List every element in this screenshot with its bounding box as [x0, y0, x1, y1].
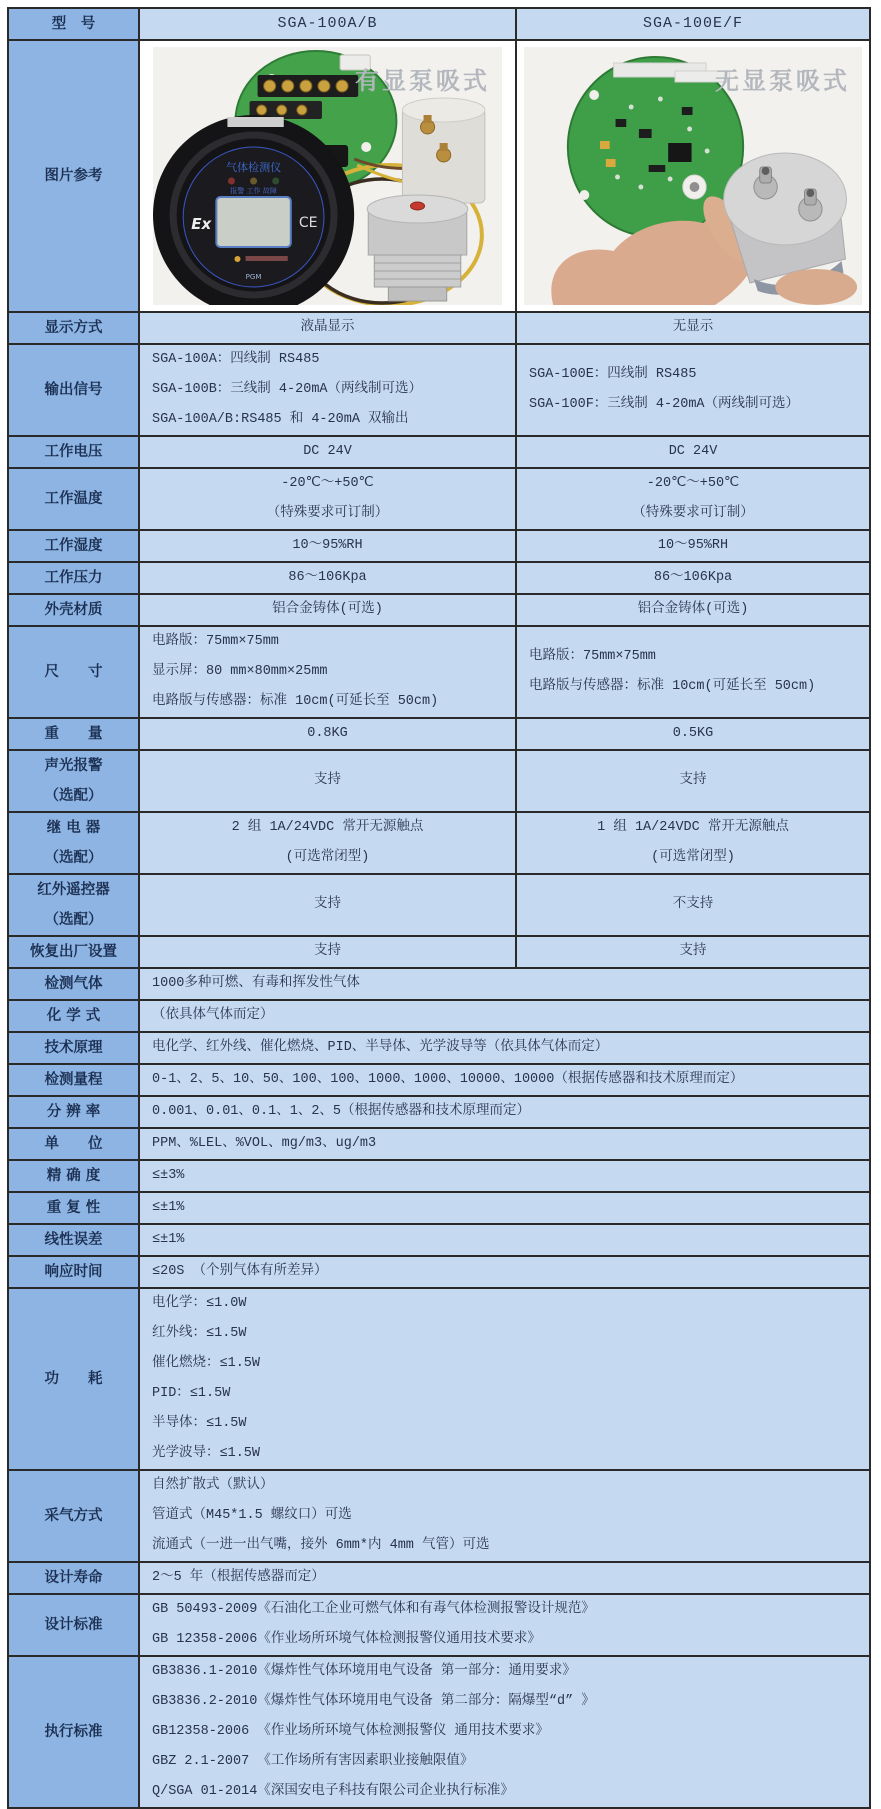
- watermark-right: 无显泵吸式: [715, 67, 850, 95]
- table-row: [8, 312, 870, 344]
- spec-value-cell: [139, 344, 516, 436]
- row-label-text: （选配）: [44, 788, 103, 804]
- row-label-text: 化 学 式: [46, 1008, 101, 1024]
- table-row: [8, 626, 870, 718]
- spec-value-text: SGA-100A：四线制 RS485: [152, 352, 320, 367]
- spec-value-cell: [516, 594, 870, 626]
- spec-value-text: SGA-100B：三线制 4-20mA（两线制可选）: [152, 382, 423, 397]
- terminal-screw: [297, 105, 307, 115]
- row-label-text: 恢复出厂设置: [30, 944, 117, 960]
- model-row-label: [8, 8, 139, 40]
- spec-value-text: 2 组 1A/24VDC 常开无源触点: [231, 820, 424, 835]
- row-label: [8, 468, 139, 530]
- table-row: [8, 1192, 870, 1224]
- ic-chip: [668, 143, 691, 162]
- pcb-hole: [589, 90, 599, 100]
- spec-value-cell: [139, 626, 516, 718]
- spec-value-text: 电化学：≤1.0W: [152, 1296, 247, 1311]
- spec-value-text: 无显示: [672, 320, 714, 335]
- ic-chip: [682, 107, 693, 115]
- spec-value-text: GB3836.1-2010《爆炸性气体环境用电气设备 第一部分：通用要求》: [152, 1664, 576, 1679]
- spec-value-cell: [139, 1000, 870, 1032]
- row-label-text: 采气方式: [44, 1508, 103, 1524]
- spec-value-text: 1 组 1A/24VDC 常开无源触点: [597, 820, 789, 835]
- spec-value-text: 0-1、2、5、10、50、100、100、1000、1000、10000、10000（根据传感器和技术原理而定）: [152, 1072, 744, 1087]
- table-row: [8, 1656, 870, 1808]
- spec-value-cell: [516, 312, 870, 344]
- spec-value-text: SGA-100A/B:RS485 和 4-20mA 双输出: [152, 412, 409, 427]
- model-a-header: [139, 8, 516, 40]
- row-label-text: 重 量: [44, 726, 103, 742]
- row-label: [8, 626, 139, 718]
- photo-cell-right: [516, 40, 870, 312]
- spec-value-text: 支持: [314, 773, 341, 788]
- row-label-text: 继 电 器: [46, 820, 101, 836]
- table-row: [8, 1160, 870, 1192]
- sensor-face: [724, 153, 847, 245]
- spec-value-text: -20℃～+50℃: [281, 476, 374, 491]
- row-label-text: 单 位: [44, 1136, 103, 1152]
- row-label: [8, 344, 139, 436]
- table-row: [8, 1470, 870, 1562]
- row-label: [8, 1128, 139, 1160]
- spec-value-cell: [516, 562, 870, 594]
- logo-dot: [234, 256, 240, 262]
- spec-value-text: 86～106Kpa: [653, 570, 733, 585]
- spec-value-cell: [139, 1288, 870, 1470]
- spec-value-text: 管道式（M45*1.5 螺纹口）可选: [152, 1508, 352, 1523]
- lcd-screen: [216, 197, 290, 247]
- spec-value-text: GBZ 2.1-2007 《工作场所有害因素职业接触限值》: [152, 1754, 474, 1769]
- row-label: [8, 1000, 139, 1032]
- photo-label-text: 图片参考: [44, 168, 103, 184]
- spec-value-text: 铝合金铸体(可选): [272, 602, 383, 617]
- solder-pad: [687, 127, 692, 132]
- spec-value-text: 液晶显示: [300, 320, 355, 335]
- spec-value-cell: [139, 1224, 870, 1256]
- spec-value-text: （特殊要求可订制）: [632, 506, 754, 521]
- row-label-text: 工作压力: [44, 570, 103, 586]
- spec-value-cell: [139, 1128, 870, 1160]
- row-label-text: 线性误差: [44, 1232, 103, 1248]
- row-label-text: 红外遥控器: [37, 882, 110, 898]
- spec-value-text: ≤±3%: [152, 1168, 185, 1183]
- table-row: [8, 936, 870, 968]
- spec-value-text: 流通式（一进一出气嘴，接外 6mm*内 4mm 气管）可选: [152, 1538, 490, 1553]
- canister-top: [402, 98, 484, 122]
- spec-value-text: 支持: [679, 944, 707, 959]
- row-label: [8, 436, 139, 468]
- solder-pad: [658, 97, 663, 102]
- spec-value-cell: [516, 344, 870, 436]
- row-label-text: 设计寿命: [44, 1570, 103, 1586]
- spec-value-cell: [139, 750, 516, 812]
- spec-value-cell: [139, 1562, 870, 1594]
- row-label-text: 重 复 性: [46, 1200, 101, 1216]
- spec-value-cell: [139, 1192, 870, 1224]
- spec-value-text: DC 24V: [668, 444, 718, 459]
- spec-value-text: ≤±1%: [152, 1232, 185, 1247]
- spec-value-cell: [139, 812, 516, 874]
- solder-pad: [615, 175, 620, 180]
- spec-value-text: 0.5KG: [672, 726, 714, 741]
- led-work: [250, 178, 257, 185]
- row-label: [8, 718, 139, 750]
- spec-value-cell: [139, 436, 516, 468]
- table-row: [8, 968, 870, 1000]
- row-label: [8, 812, 139, 874]
- led-alarm: [228, 178, 235, 185]
- table-row: [8, 562, 870, 594]
- spec-value-cell: [516, 718, 870, 750]
- spec-value-text: 催化燃烧：≤1.5W: [152, 1356, 261, 1371]
- row-label: [8, 1656, 139, 1808]
- spec-value-text: 0.8KG: [307, 726, 348, 741]
- spec-value-text: 支持: [679, 773, 707, 788]
- table-row: [8, 1256, 870, 1288]
- row-label-text: 响应时间: [44, 1264, 103, 1280]
- spec-value-text: 红外线：≤1.5W: [152, 1326, 247, 1341]
- spec-value-text: 支持: [314, 897, 341, 912]
- pcb-hole: [361, 142, 371, 152]
- row-label-text: 分 辨 率: [46, 1104, 101, 1120]
- spec-value-text: 86～106Kpa: [288, 570, 367, 585]
- row-label: [8, 1192, 139, 1224]
- row-label-text: 尺 寸: [44, 664, 103, 680]
- row-label-text: 声光报警: [44, 758, 103, 774]
- table-row: [8, 468, 870, 530]
- spec-value-text: 光学波导：≤1.5W: [152, 1446, 261, 1461]
- watermark-left: 有显泵吸式: [355, 67, 490, 95]
- model-b-header: [516, 8, 870, 40]
- photo-cell-left: [139, 40, 516, 312]
- table-row: [8, 530, 870, 562]
- sensor-base: [388, 287, 446, 301]
- row-label: [8, 874, 139, 936]
- photo-row-label: [8, 40, 139, 312]
- spec-value-cell: [139, 1064, 870, 1096]
- spec-value-cell: [139, 594, 516, 626]
- slogan-blur: [246, 256, 288, 261]
- row-label-text: 工作温度: [44, 491, 103, 507]
- spec-value-text: -20℃～+50℃: [646, 476, 740, 491]
- row-label: [8, 1470, 139, 1562]
- row-label: [8, 1288, 139, 1470]
- red-indicator: [410, 202, 424, 210]
- spec-value-cell: [139, 1470, 870, 1562]
- table-row: [8, 812, 870, 874]
- solder-pad: [705, 149, 710, 154]
- table-row: [8, 594, 870, 626]
- row-label: [8, 1096, 139, 1128]
- row-label: [8, 1562, 139, 1594]
- yellow-component: [600, 141, 610, 149]
- spec-value-text: 1000多种可燃、有毒和挥发性气体: [152, 976, 360, 991]
- row-label: [8, 1032, 139, 1064]
- row-label-text: 输出信号: [44, 382, 103, 398]
- spec-value-text: 半导体：≤1.5W: [152, 1416, 247, 1431]
- led-fault: [272, 178, 279, 185]
- row-label: [8, 1224, 139, 1256]
- row-label: [8, 594, 139, 626]
- terminal-screw: [264, 80, 276, 92]
- row-label-text: （选配）: [44, 850, 103, 866]
- spec-value-text: 显示屏：80 mm×80mm×25mm: [152, 664, 328, 679]
- spec-value-text: 电路版与传感器：标准 10cm(可延长至 50cm): [529, 679, 816, 694]
- spec-value-text: (可选常闭型): [285, 850, 370, 865]
- detector-top-label: [227, 117, 283, 127]
- spec-value-cell: [139, 1656, 870, 1808]
- detector-title-text: 气体检测仪: [225, 161, 282, 174]
- table-row: [8, 1128, 870, 1160]
- spec-value-text: 10～95%RH: [657, 538, 729, 553]
- row-label-text: 工作电压: [44, 444, 103, 460]
- spec-table: [7, 7, 871, 1809]
- brass-nozzle-stub: [440, 143, 448, 151]
- yellow-component: [606, 159, 616, 167]
- spec-value-text: Q/SGA 01-2014《深国安电子科技有限公司企业执行标准》: [152, 1784, 514, 1799]
- spec-value-cell: [139, 1160, 870, 1192]
- row-label-text: 显示方式: [44, 320, 103, 336]
- row-label: [8, 312, 139, 344]
- row-label: [8, 530, 139, 562]
- spec-value-cell: [516, 626, 870, 718]
- ic-chip: [616, 119, 627, 127]
- ic-chip: [649, 165, 666, 172]
- spec-value-text: 电路版：75mm×75mm: [529, 649, 656, 664]
- table-row: [8, 1032, 870, 1064]
- spec-value-text: DC 24V: [303, 444, 352, 459]
- row-label-text: 设计标准: [44, 1617, 103, 1633]
- row-label: [8, 968, 139, 1000]
- spec-value-text: SGA-100E：四线制 RS485: [529, 367, 697, 382]
- spec-value-text: (可选常闭型): [651, 850, 735, 865]
- nozzle-tip: [762, 167, 770, 175]
- spec-value-text: GB 12358-2006《作业场所环境气体检测报警仪通用技术要求》: [152, 1632, 541, 1647]
- table-row: [8, 344, 870, 436]
- spec-value-cell: [139, 1256, 870, 1288]
- row-label-text: 功 耗: [44, 1371, 103, 1387]
- spec-value-text: ≤±1%: [152, 1200, 185, 1215]
- spec-value-text: 10～95%RH: [292, 538, 363, 553]
- spec-value-cell: [516, 436, 870, 468]
- row-label: [8, 562, 139, 594]
- header-row: [8, 8, 870, 40]
- ce-mark-text: CE: [298, 215, 318, 231]
- spec-value-text: 电路版与传感器：标准 10cm(可延长至 50cm): [152, 694, 439, 709]
- finger: [775, 269, 857, 305]
- spec-value-text: 自然扩散式（默认）: [152, 1478, 274, 1493]
- row-label-text: 检测气体: [44, 976, 103, 992]
- brass-nozzle-stub: [424, 115, 432, 123]
- ic-chip: [639, 129, 652, 138]
- spec-value-text: GB 50493-2009《石油化工企业可燃气体和有毒气体检测报警设计规范》: [152, 1602, 595, 1617]
- model-label-text: 型 号: [51, 16, 96, 32]
- spec-value-cell: [139, 530, 516, 562]
- spec-value-cell: [139, 312, 516, 344]
- row-label: [8, 1594, 139, 1656]
- spec-value-text: PPM、%LEL、%VOL、mg/m3、ug/m3: [152, 1136, 377, 1151]
- spec-value-cell: [139, 1594, 870, 1656]
- spec-value-cell: [516, 936, 870, 968]
- product-photo-left: [153, 47, 502, 305]
- row-label-text: （选配）: [44, 912, 103, 928]
- photo-row: [8, 40, 870, 312]
- spec-value-text: 电化学、红外线、催化燃烧、PID、半导体、光学波导等（依具体气体而定）: [152, 1040, 609, 1055]
- solder-pad: [629, 105, 634, 110]
- led-labels-text: 报警 工作 故障: [230, 186, 277, 195]
- spec-value-text: GB3836.2-2010《爆炸性气体环境用电气设备 第二部分：隔爆型“d” 》: [152, 1694, 595, 1709]
- terminal-screw: [318, 80, 330, 92]
- table-row: [8, 1064, 870, 1096]
- nozzle-tip: [806, 189, 814, 197]
- table-row: [8, 1224, 870, 1256]
- row-label-text: 技术原理: [44, 1040, 103, 1056]
- row-label-text: 检测量程: [44, 1072, 103, 1088]
- spec-value-text: ≤20S （个别气体有所差异）: [152, 1264, 328, 1279]
- row-label: [8, 1064, 139, 1096]
- ex-mark-text: Ex: [191, 215, 212, 233]
- pcb-hole: [580, 190, 590, 200]
- product-photo-right: [524, 47, 862, 305]
- spec-table-body: [8, 8, 870, 1808]
- spec-value-cell: [139, 936, 516, 968]
- model-a-text: SGA-100A/B: [277, 15, 378, 32]
- table-row: [8, 1594, 870, 1656]
- spec-value-text: （依具体气体而定）: [152, 1008, 274, 1023]
- table-row: [8, 436, 870, 468]
- spec-value-text: SGA-100F：三线制 4-20mA（两线制可选）: [529, 397, 800, 412]
- spec-value-cell: [139, 468, 516, 530]
- row-label: [8, 1256, 139, 1288]
- spec-value-text: （特殊要求可订制）: [266, 506, 389, 521]
- terminal-screw: [300, 80, 312, 92]
- spec-value-text: GB12358-2006 《作业场所环境气体检测报警仪 通用技术要求》: [152, 1724, 549, 1739]
- spec-value-text: 2～5 年（根据传感器而定）: [152, 1570, 325, 1585]
- table-row: [8, 874, 870, 936]
- table-row: [8, 1288, 870, 1470]
- spec-value-text: 支持: [314, 944, 341, 959]
- pcb-grommet-center: [690, 182, 700, 192]
- spec-value-cell: [139, 718, 516, 750]
- solder-pad: [638, 185, 643, 190]
- spec-value-cell: [516, 874, 870, 936]
- table-row: [8, 1562, 870, 1594]
- row-label: [8, 1160, 139, 1192]
- table-row: [8, 1000, 870, 1032]
- spec-value-cell: [516, 812, 870, 874]
- row-label-text: 外壳材质: [44, 602, 103, 618]
- table-row: [8, 718, 870, 750]
- row-label: [8, 936, 139, 968]
- spec-value-cell: [139, 1032, 870, 1064]
- spec-value-text: 电路版：75mm×75mm: [152, 634, 279, 649]
- terminal-screw: [277, 105, 287, 115]
- spec-value-text: 不支持: [672, 897, 714, 912]
- terminal-screw: [257, 105, 267, 115]
- spec-value-cell: [139, 874, 516, 936]
- terminal-screw: [282, 80, 294, 92]
- solder-pad: [668, 177, 673, 182]
- spec-value-cell: [516, 750, 870, 812]
- spec-value-cell: [139, 562, 516, 594]
- spec-value-cell: [139, 1096, 870, 1128]
- pgm-button-text: PGM: [245, 272, 262, 281]
- spec-value-text: 0.001、0.01、0.1、1、2、5（根据传感器和技术原理而定）: [152, 1104, 531, 1119]
- row-label-text: 执行标准: [44, 1724, 103, 1740]
- table-row: [8, 750, 870, 812]
- table-row: [8, 1096, 870, 1128]
- spec-value-cell: [516, 530, 870, 562]
- row-label-text: 工作湿度: [44, 538, 103, 554]
- terminal-screw: [336, 80, 348, 92]
- spec-value-text: 铝合金铸体(可选): [637, 602, 749, 617]
- spec-value-text: PID：≤1.5W: [152, 1386, 231, 1401]
- row-label: [8, 750, 139, 812]
- row-label-text: 精 确 度: [46, 1168, 101, 1184]
- model-b-text: SGA-100E/F: [642, 15, 743, 32]
- spec-value-cell: [139, 968, 870, 1000]
- spec-value-cell: [516, 468, 870, 530]
